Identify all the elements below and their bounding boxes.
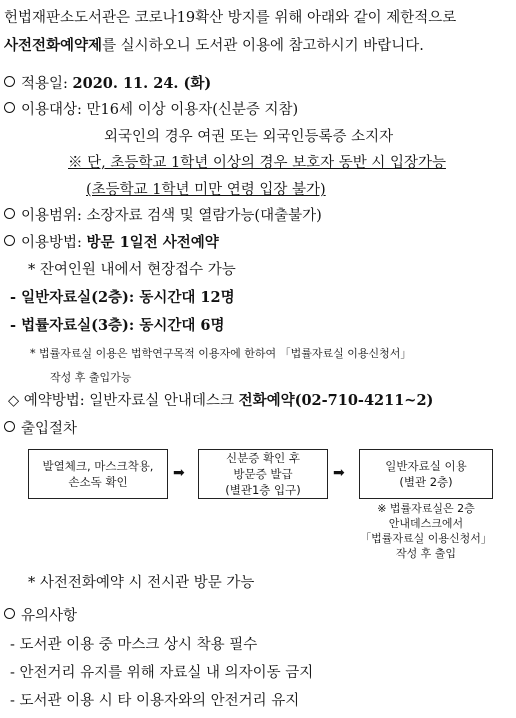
caution-item: - 도서관 이용 중 마스크 상시 착용 필수 <box>10 637 258 653</box>
caution-item: - 도서관 이용 시 타 이용자와의 안전거리 유지 <box>10 693 300 709</box>
caution-item: - 안전거리 유지를 위해 자료실 내 의자이동 금지 <box>10 665 314 681</box>
note-line-4: 작성 후 출입 <box>395 547 457 560</box>
caution-row <box>4 606 77 626</box>
note-line-2: 안내데스크에서 <box>388 517 464 530</box>
circle-bullet-icon <box>4 102 15 113</box>
procedure-label: 출입절차 <box>21 421 78 437</box>
arrow-right-icon: ➡ <box>173 465 185 481</box>
circle-bullet-icon <box>4 208 15 219</box>
circle-bullet-icon <box>4 76 15 87</box>
target-foreigner: 외국인의 경우 여권 또는 외국인등록증 소지자 <box>104 129 394 145</box>
step-2-line-3: (별관1층 입구) <box>225 483 301 497</box>
procedure-row <box>4 419 77 439</box>
law-room-note-1: * 법률자료실 이용은 법학연구목적 이용자에 한하여 「법률자료실 이용신청서」 <box>30 347 412 360</box>
note-line-1: ※ 법률자료실은 2층 <box>377 502 475 515</box>
reserve-row <box>8 391 433 411</box>
target-label-row <box>4 100 298 120</box>
circle-bullet-icon <box>4 608 15 619</box>
reserve-label: ◇ 예약방법: 일반자료실 안내데스크 <box>8 393 239 409</box>
step-3-box <box>359 449 493 499</box>
target-child-limit: (초등학교 1학년 미만 연령 입장 불가) <box>86 182 326 198</box>
law-room-capacity: - 법률자료실(3층): 동시간대 6명 <box>10 317 225 334</box>
target-child-note: ※ 단, 초등학교 1학년 이상의 경우 보호자 동반 시 입장가능 <box>68 155 446 171</box>
apply-date <box>4 74 211 94</box>
intro-rest: 를 실시하오니 도서관 이용에 참고하시기 바랍니다. <box>102 38 424 54</box>
step-1-box <box>28 449 168 499</box>
step-2-line-2: 방문증 발급 <box>233 467 293 481</box>
circle-bullet-icon <box>4 235 15 246</box>
arrow-right-icon: ➡ <box>333 465 345 481</box>
step-1-line-2: 손소독 확인 <box>68 475 128 489</box>
step-2-line-1: 신분증 확인 후 <box>226 451 300 465</box>
reserve-phone: 전화예약(02-710-4211~2) <box>238 392 434 409</box>
method-walkin-note: * 잔여인원 내에서 현장접수 가능 <box>28 262 236 278</box>
apply-date-value: 2020. 11. 24. (화) <box>72 75 212 92</box>
step-3-line-2: (별관 2층) <box>399 475 453 489</box>
step-3-line-1: 일반자료실 이용 <box>385 459 467 473</box>
law-room-procedure-note <box>349 501 503 561</box>
intro-highlight: 사전전화예약제 <box>4 37 103 54</box>
intro-line-2 <box>4 36 424 56</box>
circle-bullet-icon <box>4 421 15 432</box>
scope-row <box>4 206 322 226</box>
apply-date-label: 적용일: <box>21 76 73 92</box>
method-label: 이용방법: <box>21 235 87 251</box>
law-room-note-2: 작성 후 출입가능 <box>50 371 132 384</box>
intro-line-1: 헌법재판소도서관은 코로나19확산 방지를 위해 아래와 같이 제한적으로 <box>4 10 457 26</box>
target-label: 이용대상: 만16세 이상 이용자(신분증 지참) <box>21 102 299 118</box>
exhibition-visit-note: * 사전전화예약 시 전시관 방문 가능 <box>28 575 255 591</box>
step-1-line-1: 발열체크, 마스크착용, <box>42 459 154 473</box>
method-value: 방문 1일전 사전예약 <box>86 234 219 251</box>
caution-label: 유의사항 <box>21 608 78 624</box>
note-line-3: 「법률자료실 이용신청서」 <box>360 532 492 545</box>
scope-label: 이용범위: 소장자료 검색 및 열람가능(대출불가) <box>21 208 322 224</box>
step-2-box <box>198 449 328 499</box>
method-row <box>4 233 219 253</box>
general-room-capacity: - 일반자료실(2층): 동시간대 12명 <box>10 289 235 306</box>
